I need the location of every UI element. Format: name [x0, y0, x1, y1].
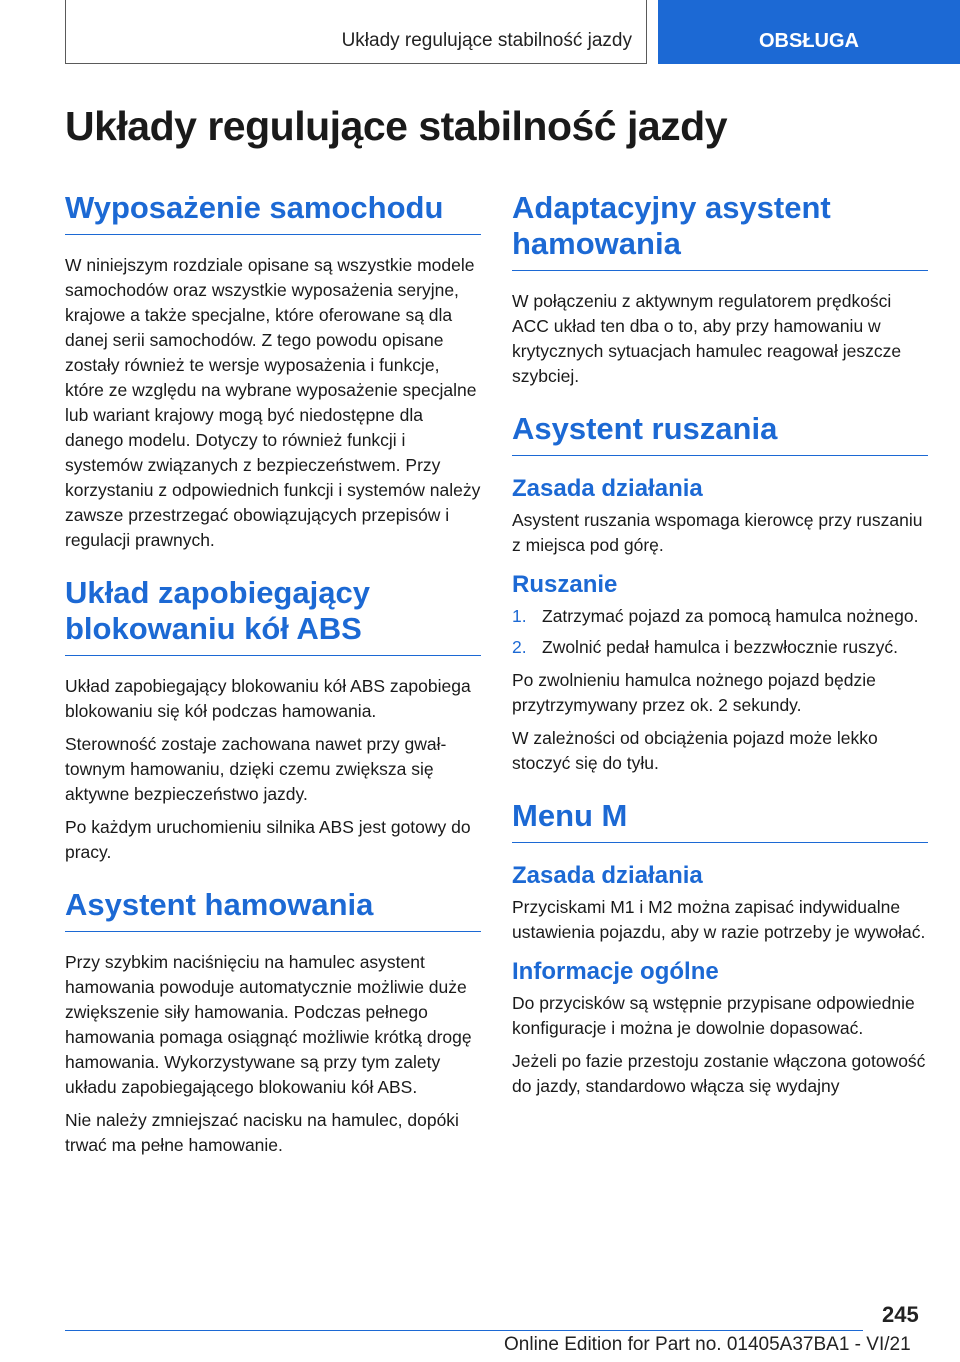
heading-brake-assist: Asystent hamowania	[65, 887, 481, 932]
step-number: 1.	[512, 606, 527, 626]
heading-adaptive-brake: Adaptacyjny asystent hamowania	[512, 190, 928, 271]
paragraph: Nie należy zmniejszać nacisku na hamulec, dopóki trwać ma pełne hamowanie.	[65, 1110, 459, 1155]
paragraph: Sterowność zostaje zachowana nawet przy gwałtownym hamowaniu, dzięki czemu zwiększa się aktywne bezpieczeństwo jazdy.	[65, 734, 447, 804]
paragraph: Układ zapobiegający blokowaniu kół ABS zapobiega blokowaniu się kół podczas hamowania.	[65, 676, 471, 721]
subheading-general-info: Informacje ogólne	[512, 958, 719, 985]
left-column	[65, 190, 481, 1180]
paragraph: Przyciskami M1 i M2 można zapisać indywidualne ustawienia pojazdu, aby w razie potrzeby je wywołać.	[512, 897, 926, 942]
heading-menu-m: Menu M	[512, 798, 928, 843]
paragraph: Przy szybkim naciśnięciu na hamulec asystent hamowania powoduje automatycznie możliwie duże zwiększenie siły hamowania. Podczas pełnego hamowania pomaga osiągnąć możliwie krótką drogę hamowania. Wykorzystywane są przy tym zalety układu zapobiegającego blokowaniu kół ABS.	[65, 952, 472, 1097]
step-text: Zwolnić pedał hamulca i bezzwłocznie ruszyć.	[542, 637, 898, 657]
paragraph: W niniejszym rozdziale opisane są wszystkie modele samochodów oraz wszystkie wyposażenia seryjne, krajowe a także specjalne, które oferowane są dla danej serii samochodów. Z tego powodu opisane zostały również te wersje wyposażenia i funkcje, które ze względu na wybrane wyposażenie specjalne lub wariant krajowy mogą być niedostępne dla danego modelu. Dotyczy to również funkcji i systemów związanych z bezpieczeństwem. Przy korzystaniu z odpowiednich funkcji i systemów należy zawsze przestrzegać obowiązujących przepisów i regulacji prawnych.	[65, 255, 481, 550]
subheading-starting: Ruszanie	[512, 571, 618, 598]
header-box	[65, 0, 647, 64]
paragraph: Asystent ruszania wspomaga kierowcę przy ruszaniu z miejsca pod górę.	[512, 510, 923, 555]
paragraph: Po zwolnieniu hamulca nożnego pojazd będzie przytrzymywany przez ok. 2 sekundy.	[512, 670, 876, 715]
subheading-principle: Zasada działania	[512, 862, 703, 889]
section-brake-assist	[65, 887, 481, 1158]
step-number: 2.	[512, 637, 527, 657]
right-column	[512, 190, 928, 1121]
page-number: 245	[882, 1302, 919, 1327]
subheading-principle: Zasada działania	[512, 475, 703, 502]
section-adaptive-brake	[512, 190, 928, 389]
paragraph: W zależności od obciążenia pojazd może lekko stoczyć się do tyłu.	[512, 728, 878, 773]
section-equipment	[65, 190, 481, 553]
section-hill-start	[512, 411, 928, 776]
list-item	[512, 604, 928, 629]
heading-equipment: Wyposażenie samochodu	[65, 190, 481, 235]
step-text: Zatrzymać pojazd za pomocą hamulca nożnego.	[542, 606, 919, 626]
footer-divider	[65, 1330, 863, 1331]
paragraph: W połączeniu z aktywnym regulatorem prędkości ACC układ ten dba o to, aby przy hamowaniu w krytycznych sytuacjach hamulec reagował jeszcze szybciej.	[512, 291, 902, 386]
section-abs	[65, 575, 481, 865]
running-title: Układy regulujące stabilność jazdy	[341, 30, 632, 51]
steps-list	[512, 604, 928, 660]
heading-hill-start: Asystent ruszania	[512, 411, 928, 456]
list-item	[512, 635, 928, 660]
paragraph: Do przycisków są wstępnie przypisane odpowiednie konfiguracje i można je dowolnie dopasować.	[512, 993, 915, 1038]
paragraph: Po każdym uruchomieniu silnika ABS jest gotowy do pracy.	[65, 817, 471, 862]
page-title: Układy regulujące stabilność jazdy	[65, 103, 728, 149]
section-tab: OBSŁUGA	[658, 0, 960, 64]
paragraph: Jeżeli po fazie przestoju zostanie włączona gotowość do jazdy, standardowo włącza się wydajny	[512, 1051, 926, 1096]
edition-note: Online Edition for Part no. 01405A37BA1 - VI/21	[504, 1334, 911, 1355]
section-menu-m	[512, 798, 928, 1099]
heading-abs: Układ zapobiegający blokowaniu kół ABS	[65, 575, 481, 656]
